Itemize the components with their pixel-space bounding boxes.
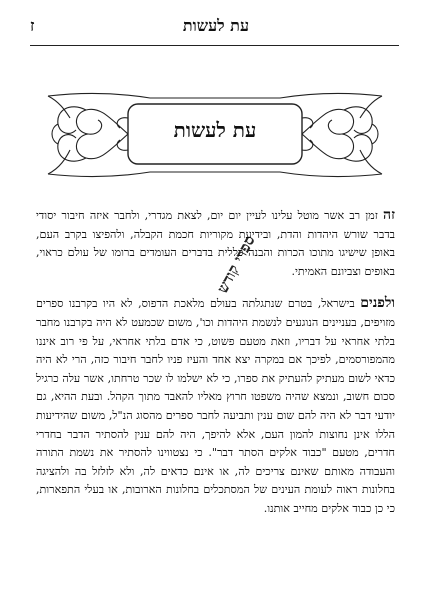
- paragraph-opening-word: ולפנים: [360, 295, 395, 312]
- paragraph: [36, 206, 395, 281]
- page-number: ז: [30, 16, 35, 35]
- running-title: עת לעשות: [182, 16, 249, 35]
- watermark-stamp: ספרי קודש: [213, 232, 259, 297]
- chapter-title: עת לעשות: [173, 118, 257, 142]
- paragraph-text: זמן רב אשר מוטל עלינו לעיין יום יום, לצאת מגדרי, ולחבר איזה חיבור יסודי בדבר שורש היהדות והדת, ובידיעת מקוריות חכמת הקבלה, ולהפיצו בקרב העם, באופן שישיגו מתוכו הכרות והבנה כללית בדברים העומדים ברומו של עולם כראוי, באופים וצביונם האמיתי.: [36, 209, 395, 278]
- chapter-title-frame: [40, 88, 390, 183]
- header-rule: [30, 45, 399, 46]
- paragraph-text: בישראל, בטרם שנתגלתה בעולם מלאכת הדפוס, לא היו בקרבנו ספרים מזויפים, בעניינים הנוגעים לנשמת היהדות וכו', משום שכמעט לא היה בקרבנו מחבר בלתי אחראי על דבריו, וזאת מטעם פשוט, כי אדם בלתי אחראי, על פי רוב איננו מהמפורסמים, לפיכך אם במקרה יצא אחד והעיז פניו לחבר חיבור כזה, הרי לא היה כדאי לשום מעתיק להעתיק את ספרו, כי לא ישלמו לו שכר טרחתו, אשר עלה כרגיל סכום חשוב, ונמצא שהיה משפטו חרוץ מאליו להאבד מתוך הקהל. ובעת ההיא, גם יודעי דבר לא היה להם שום ענין ותביעה לחבר ספרים מהסוג הנ"ל, משום שהידיעות הללו אינן נחוצות להמון העם, אלא להיפך, היה להם ענין להסתיר הדבר בחדרי חדרים, מטעם "כבוד אלקים הסתר דבר". כי נצטווינו להסתיר את נשמת התורה והעבודה מאותם שאינם צריכים לה, או אינם כדאים לה, ולא לזלזל בה ולהציגה בחלונות ראוה לעומת העינים של המסתכלים בחלונות הארובות, או בעלי התפארות, כי כן כבוד אלקים מחייב אותנו.: [36, 297, 395, 515]
- running-header: [30, 16, 399, 40]
- paragraph: [36, 294, 395, 518]
- body-text: [36, 206, 395, 519]
- paragraph-opening-word: זה: [383, 207, 395, 223]
